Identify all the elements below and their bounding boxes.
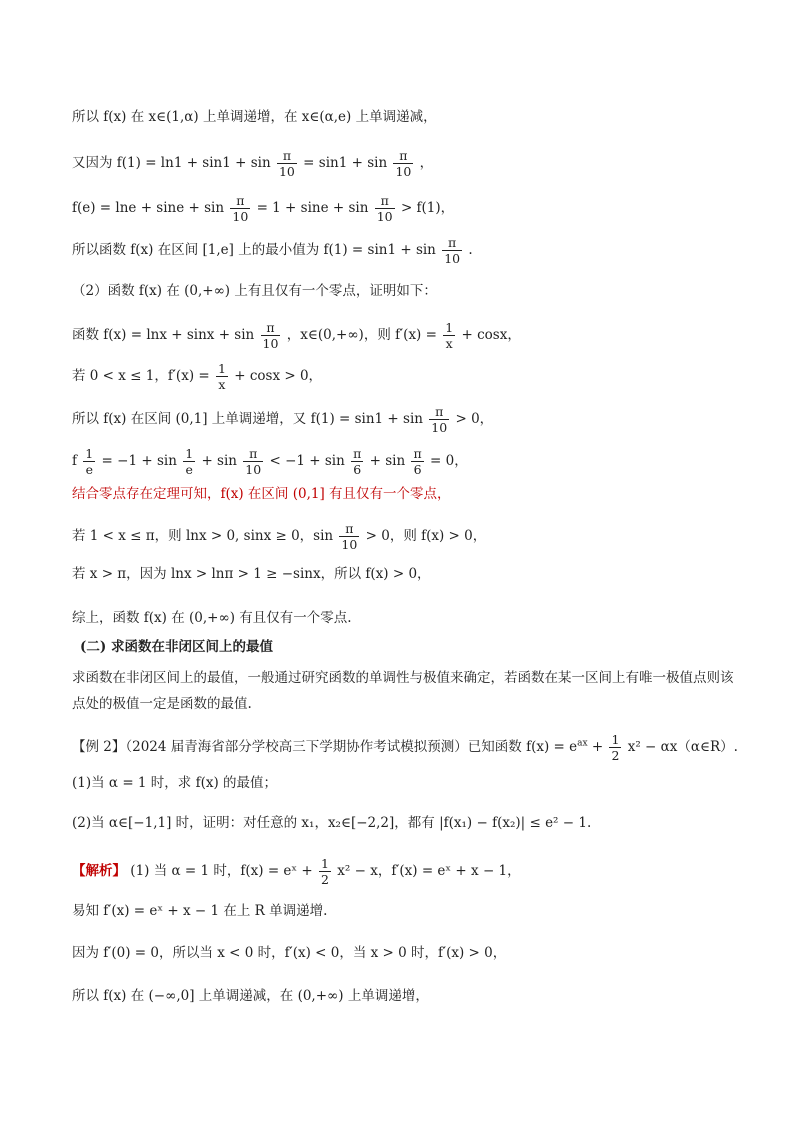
text-line-3	[72, 193, 734, 224]
fraction-denominator: 2	[611, 748, 620, 763]
text-line-19	[72, 856, 734, 887]
line-9-text-e: + sin	[369, 453, 406, 469]
fraction-pi-over-10	[339, 521, 359, 552]
fraction-denominator: e	[85, 462, 93, 477]
fraction-numerator: π	[375, 193, 395, 209]
line-3-text-a: f(e) = lne + sine + sin	[72, 200, 225, 216]
fraction-denominator: 10	[376, 209, 393, 224]
fraction-denominator: x	[445, 336, 453, 351]
text-line-21: 因为 f′(0) = 0，所以当 x < 0 时，f′(x) < 0，当 x > 0 时，f′(x) > 0，	[72, 945, 507, 961]
text-line-20: 易知 f′(x) = eˣ + x − 1 在上 R 单调递增.	[72, 903, 328, 919]
fraction-pi-over-6	[351, 446, 363, 477]
section-heading: (二) 求函数在非闭区间上的最值	[80, 639, 273, 655]
text-line-9	[72, 446, 734, 477]
fraction-denominator: 10	[431, 420, 448, 435]
line-16-text-a: 【例 2】（2024 届青海省部分学校高三下学期协作考试模拟预测）已知函数 f(x) = e	[72, 739, 578, 755]
text-line-22: 所以 f(x) 在 (−∞,0] 上单调递减，在 (0,+∞) 上单调递增，	[72, 988, 429, 1004]
fraction-numerator: 1	[217, 361, 226, 376]
fraction-denominator: 10	[444, 251, 461, 266]
fraction-numerator: π	[442, 235, 462, 251]
fraction-pi-over-10	[442, 235, 462, 266]
fraction-numerator: π	[230, 193, 250, 209]
fraction-1-over-2	[319, 856, 331, 887]
analysis-tag: 【解析】	[72, 863, 126, 879]
fraction-numerator: 1	[185, 446, 194, 461]
line-4-text-a: 所以函数 f(x) 在区间 [1,e] 上的最小值为 f(1) = sin1 + sin	[72, 242, 436, 258]
fraction-numerator: π	[277, 148, 297, 164]
text-line-7	[72, 361, 734, 392]
line-9-text-c: + sin	[201, 453, 237, 469]
fraction-pi-over-10	[230, 193, 250, 224]
text-line-6	[72, 320, 734, 351]
fraction-1-over-e	[83, 446, 95, 477]
fraction-numerator: 1	[85, 446, 94, 461]
fraction-pi-over-10	[429, 404, 449, 435]
fraction-denominator: x	[218, 377, 226, 392]
text-line-16	[72, 732, 738, 763]
text-line-8	[72, 404, 734, 435]
line-3-text-b: = 1 + sine + sin	[256, 200, 369, 216]
fraction-1-over-e	[183, 446, 195, 477]
text-line-1: 所以 f(x) 在 x∈(1,α) 上单调递增，在 x∈(α,e) 上单调递减，	[72, 109, 437, 125]
line-4-text-b: .	[468, 242, 473, 258]
fraction-pi-over-6	[411, 446, 423, 477]
line-6-text-b: ，x∈(0,+∞)，则 f′(x) =	[286, 327, 437, 343]
fraction-denominator: 6	[353, 462, 362, 477]
line-19-text-a: (1) 当 α = 1 时，f(x) = eˣ +	[130, 863, 313, 879]
line-6-text-c: + cosx，	[461, 327, 521, 343]
line-9-text-b: = −1 + sin	[101, 453, 177, 469]
text-line-5: （2）函数 f(x) 在 (0,+∞) 上有且仅有一个零点，证明如下：	[72, 283, 437, 299]
fraction-numerator: π	[429, 404, 449, 420]
line-9-text-a: f	[72, 453, 77, 469]
line-16-text-c: x² − αx（α∈R）.	[627, 739, 738, 755]
line-7-text-b: + cosx > 0，	[234, 368, 323, 384]
line-7-text-a: 若 0 < x ≤ 1，f′(x) =	[72, 368, 210, 384]
text-line-4	[72, 235, 734, 266]
fraction-numerator: π	[413, 446, 422, 461]
fraction-numerator: π	[243, 446, 263, 462]
line-3-text-c: > f(1)，	[400, 200, 455, 216]
text-line-10: 结合零点存在定理可知，f(x) 在区间 (0,1] 有且仅有一个零点，	[72, 486, 451, 502]
fraction-1-over-2	[609, 732, 621, 763]
line-2-text-a: 又因为 f(1) = ln1 + sin1 + sin	[72, 155, 271, 171]
fraction-denominator: 6	[413, 462, 422, 477]
text-line-18: (2)当 α∈[−1,1] 时，证明：对任意的 x₁，x₂∈[−2,2]，都有 |f(x₁) − f(x₂)| ≤ e² − 1.	[72, 815, 592, 831]
text-line-2	[72, 148, 734, 179]
fraction-denominator: 10	[262, 336, 279, 351]
line-16-exponent: ax	[577, 738, 588, 749]
fraction-numerator: 1	[321, 856, 329, 871]
line-9-text-f: = 0，	[430, 453, 468, 469]
line-19-text-b: x² − x，f′(x) = eˣ + x − 1，	[337, 863, 521, 879]
fraction-numerator: 1	[611, 732, 620, 747]
fraction-denominator: 10	[395, 164, 412, 179]
text-paragraph-15: 求函数在非闭区间上的最值，一般通过研究函数的单调性与极值来确定，若函数在某一区间上有唯一极值点则该点处的极值一定是函数的最值.	[72, 670, 734, 712]
line-6-text-a: 函数 f(x) = lnx + sinx + sin	[72, 327, 255, 343]
fraction-denominator: e	[185, 462, 193, 477]
fraction-denominator: 10	[245, 462, 262, 477]
line-11-text-a: 若 1 < x ≤ π，则 lnx > 0, sinx ≥ 0，sin	[72, 528, 334, 544]
fraction-numerator: π	[353, 446, 362, 461]
fraction-numerator: π	[261, 320, 281, 336]
fraction-1-over-x	[443, 320, 455, 351]
line-2-text-c: ，	[419, 155, 434, 171]
fraction-numerator: 1	[445, 320, 454, 335]
fraction-pi-over-10	[243, 446, 263, 477]
line-2-text-b: = sin1 + sin	[303, 155, 388, 171]
line-11-text-b: > 0，则 f(x) > 0，	[365, 528, 487, 544]
text-line-12: 若 x > π，因为 lnx > lnπ > 1 ≥ −sinx，所以 f(x) > 0，	[72, 566, 431, 582]
fraction-pi-over-10	[375, 193, 395, 224]
fraction-pi-over-10	[277, 148, 297, 179]
fraction-denominator: 10	[232, 209, 249, 224]
fraction-1-over-x	[216, 361, 228, 392]
fraction-pi-over-10	[261, 320, 281, 351]
line-9-text-d: < −1 + sin	[269, 453, 345, 469]
fraction-numerator: π	[393, 148, 413, 164]
text-line-17: (1)当 α = 1 时，求 f(x) 的最值；	[72, 775, 278, 791]
text-line-11	[72, 521, 734, 552]
line-8-text-b: > 0，	[455, 411, 494, 427]
fraction-denominator: 10	[278, 164, 295, 179]
text-line-13: 综上，函数 f(x) 在 (0,+∞) 有且仅有一个零点.	[72, 610, 352, 626]
fraction-denominator: 2	[321, 872, 329, 887]
line-16-text-b: +	[591, 739, 604, 755]
fraction-denominator: 10	[341, 537, 358, 552]
fraction-numerator: π	[339, 521, 359, 537]
fraction-pi-over-10	[393, 148, 413, 179]
line-8-text-a: 所以 f(x) 在区间 (0,1] 上单调递增，又 f(1) = sin1 + sin	[72, 411, 423, 427]
